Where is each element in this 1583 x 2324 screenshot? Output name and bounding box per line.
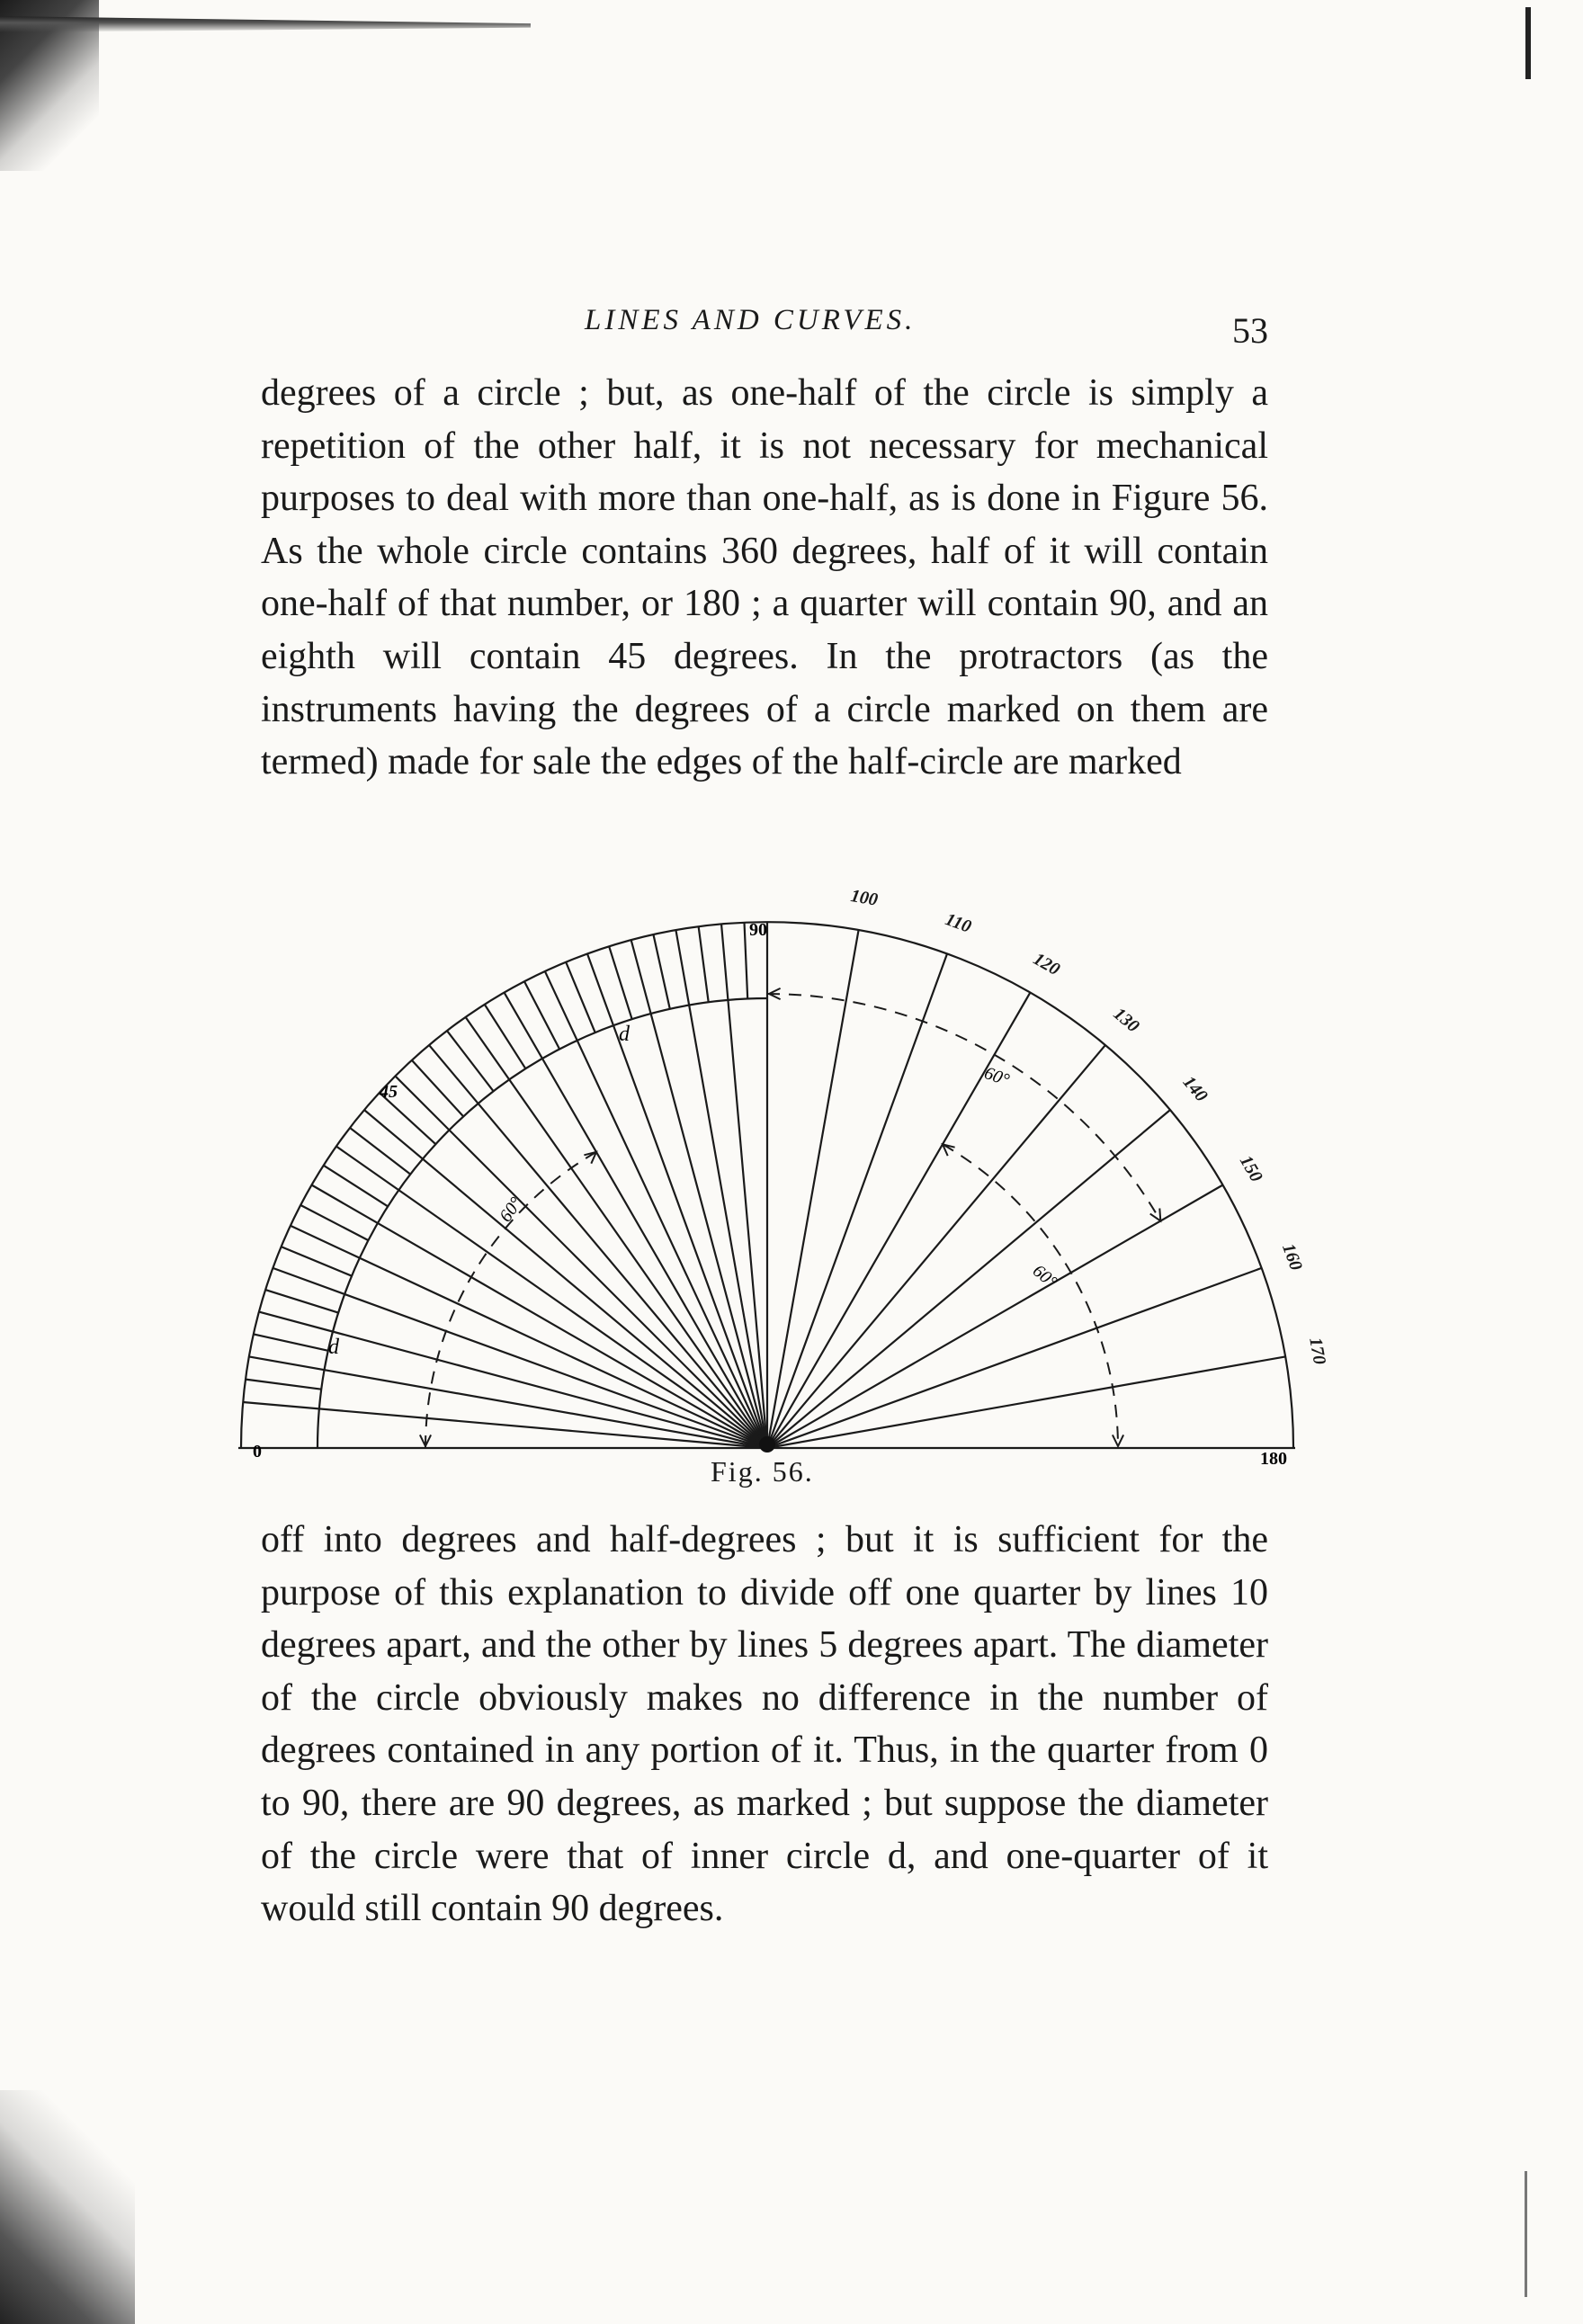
scale-label-130: 130 bbox=[1109, 1004, 1143, 1037]
label-45: 45 bbox=[380, 1082, 398, 1102]
graduation-tick bbox=[653, 934, 669, 1009]
graduation-tick bbox=[254, 1334, 328, 1350]
graduation-tick bbox=[246, 1380, 321, 1390]
radial-line-5deg bbox=[243, 1402, 767, 1448]
page-number: 53 bbox=[1232, 310, 1268, 351]
label-d-upper: d bbox=[619, 1023, 630, 1046]
protractor-diagram bbox=[238, 885, 1330, 1493]
radial-line-5deg bbox=[587, 953, 767, 1448]
label-90: 90 bbox=[749, 920, 767, 940]
label-60-left: 60° bbox=[496, 1193, 527, 1226]
label-60-top: 60° bbox=[981, 1063, 1013, 1091]
graduation-tick bbox=[566, 962, 595, 1033]
graduation-tick bbox=[324, 1166, 389, 1207]
page-header bbox=[261, 297, 1268, 351]
scale-label-170: 170 bbox=[1305, 1336, 1330, 1366]
scale-label-100: 100 bbox=[849, 885, 880, 910]
radial-line-5deg bbox=[273, 1268, 767, 1448]
graduation-tick bbox=[412, 1060, 463, 1117]
scale-label-150: 150 bbox=[1235, 1152, 1266, 1185]
paragraph-1: degrees of a circle ; but, as one-half of the circle is simply a repetition of the other half, it is not necessary for mechanical purposes to deal with more than one-half, as is done in Figure 56. As the whole circle contains 360 degrees, half of it will contain one-half of that number, or 180 ; a quarter will contain 90, and an eighth will contain 45 degrees. In the protractors (as the instruments having the degrees of a circle marked on them are termed) made for sale the edges of the half-circle are marked bbox=[261, 372, 1268, 783]
graduation-tick bbox=[699, 926, 709, 1002]
figure-caption: Fig. 56. bbox=[711, 1455, 814, 1488]
graduation-tick bbox=[265, 1290, 338, 1313]
protractor-figure bbox=[238, 885, 1330, 1493]
graduation-tick bbox=[350, 1128, 410, 1175]
radial-line-10deg bbox=[767, 953, 947, 1448]
radial-line-5deg bbox=[631, 940, 767, 1448]
radial-line-5deg bbox=[721, 924, 767, 1448]
scan-shadow-bottom-left bbox=[0, 2090, 135, 2324]
center-hub bbox=[759, 1436, 775, 1452]
scale-label-160: 160 bbox=[1278, 1240, 1307, 1274]
scan-mark-bottom-right bbox=[1525, 2171, 1527, 2297]
graduation-tick bbox=[282, 1247, 353, 1276]
paragraph-2: off into degrees and half-degrees ; but it is sufficient for the purpose of this explanation to divide off one quarter by lines 10 degrees apart, and the other by lines 5 degrees apart. The diameter of the circle obviously makes no difference in the number of degrees contained in any portion of it. Thus, in the quarter from 0 to 90, there are 90 degrees, as marked ; but suppose the diameter of the circle were that of inner circle d, and one-quarter of it would still contain 90 degrees. bbox=[261, 1519, 1268, 1930]
graduation-tick bbox=[609, 946, 632, 1019]
arrowhead bbox=[1150, 1209, 1161, 1221]
label-180: 180 bbox=[1260, 1449, 1287, 1469]
scale-label-110: 110 bbox=[943, 909, 974, 937]
scan-mark-top-right bbox=[1525, 7, 1531, 79]
radial-line-5deg bbox=[259, 1312, 767, 1448]
label-60-right: 60° bbox=[1028, 1260, 1061, 1292]
running-head: LINES AND CURVES. bbox=[585, 304, 917, 336]
scan-shadow-top-edge bbox=[0, 16, 531, 32]
radial-line-10deg bbox=[767, 1268, 1262, 1448]
graduation-tick bbox=[447, 1031, 494, 1091]
graduation-tick bbox=[485, 1005, 526, 1069]
radial-line-5deg bbox=[291, 1226, 767, 1448]
scale-label-140: 140 bbox=[1178, 1072, 1212, 1106]
scale-label-120: 120 bbox=[1030, 949, 1063, 980]
label-d-lower: d bbox=[328, 1336, 339, 1359]
radial-line-5deg bbox=[545, 971, 767, 1448]
label-0: 0 bbox=[253, 1442, 262, 1461]
graduation-tick bbox=[745, 923, 748, 999]
